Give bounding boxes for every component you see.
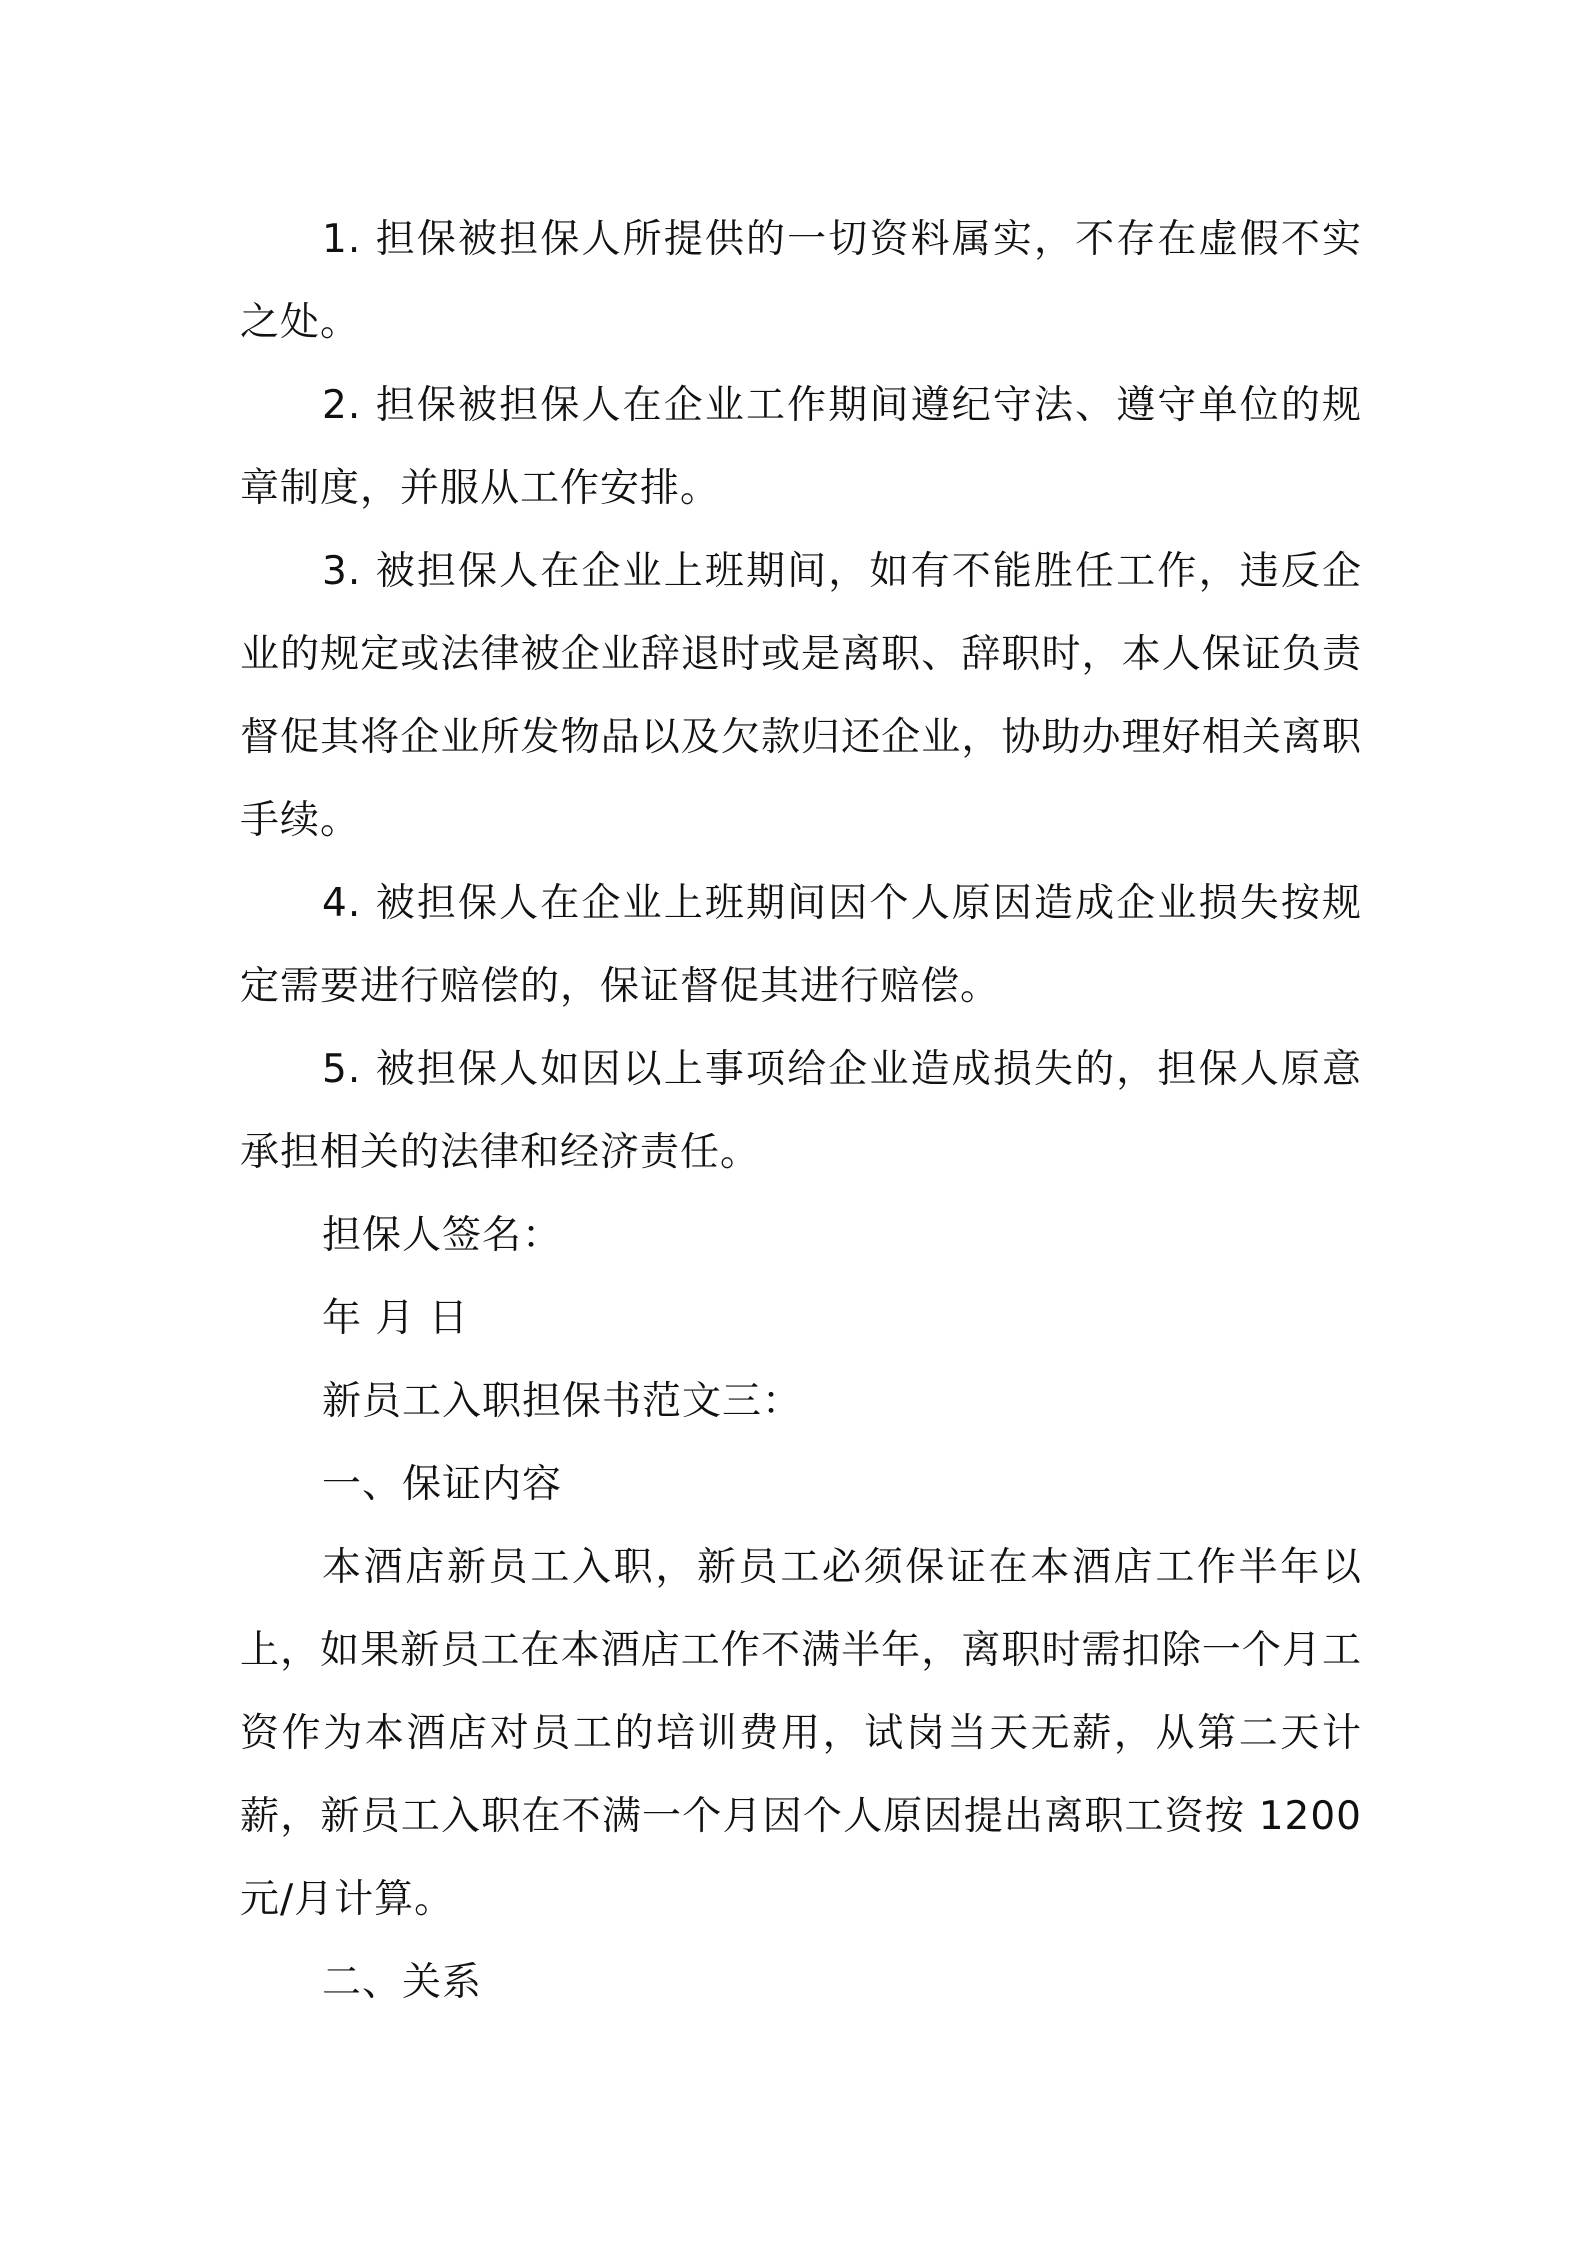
paragraph-item-5: 5. 被担保人如因以上事项给企业造成损失的，担保人原意承担相关的法律和经济责任。 <box>240 1047 1362 1175</box>
paragraph-hotel-policy: 本酒店新员工入职，新员工必须保证在本酒店工作半年以上，如果新员工在本酒店工作不满半年，离职时需扣除一个月工资作为本酒店对员工的培训费用，试岗当天无薪，从第二天计薪，新员工入职在不满一个月因个人原因提出离职工资按 1200 元/月计算。 <box>240 1545 1362 1922</box>
paragraph-item-4: 4. 被担保人在企业上班期间因个人原因造成企业损失按规定需要进行赔偿的，保证督促其进行赔偿。 <box>240 881 1362 1009</box>
heading-guarantee-content: 一、保证内容 <box>322 1462 563 1507</box>
paragraph-item-1: 1. 担保被担保人所提供的一切资料属实，不存在虚假不实之处。 <box>240 217 1362 345</box>
paragraph-item-2: 2. 担保被担保人在企业工作期间遵纪守法、遵守单位的规章制度，并服从工作安排。 <box>240 383 1362 511</box>
signature-label: 担保人签名： <box>322 1213 563 1258</box>
document-body <box>240 198 1362 2024</box>
section-title-sample-three: 新员工入职担保书范文三： <box>322 1379 803 1424</box>
heading-relationship: 二、关系 <box>322 1960 483 2005</box>
paragraph-item-3: 3. 被担保人在企业上班期间，如有不能胜任工作，违反企业的规定或法律被企业辞退时或是离职、辞职时，本人保证负责督促其将企业所发物品以及欠款归还企业，协助办理好相关离职手续。 <box>240 549 1362 843</box>
date-line: 年 月 日 <box>322 1296 469 1341</box>
